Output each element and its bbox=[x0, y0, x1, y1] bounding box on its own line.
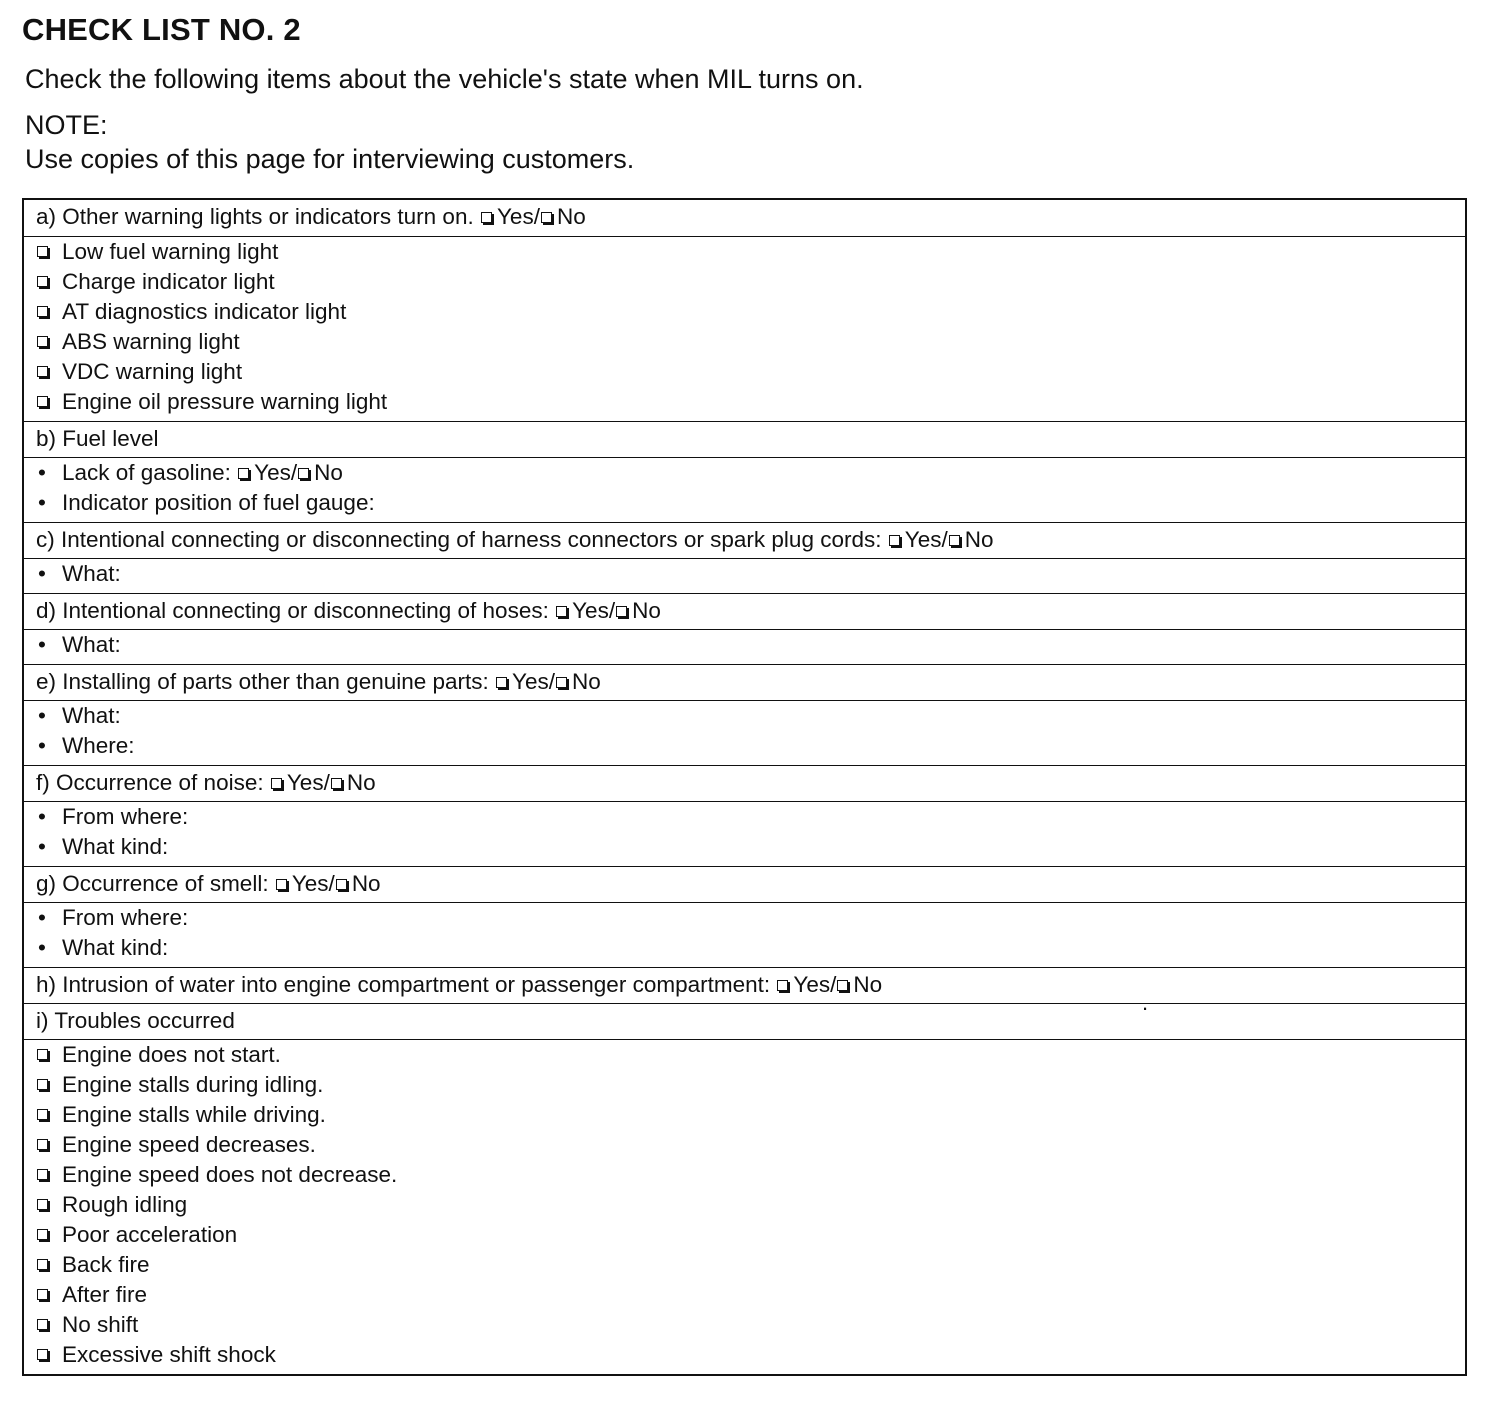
section-e-question: e) Installing of parts other than genuine parts: bbox=[36, 669, 489, 694]
option-item bbox=[36, 1040, 1465, 1070]
option-label: Poor acceleration bbox=[62, 1222, 238, 1247]
section-i-question-row bbox=[24, 1003, 1465, 1039]
option-item bbox=[36, 1280, 1465, 1310]
section-d-question-row bbox=[24, 593, 1465, 629]
from-where-label: From where: bbox=[62, 905, 189, 930]
option-item bbox=[36, 1160, 1465, 1190]
option-checkbox[interactable] bbox=[37, 306, 48, 317]
section-c-question-row bbox=[24, 522, 1465, 558]
section-g-question-row bbox=[24, 866, 1465, 902]
yes-label: Yes/ bbox=[496, 204, 540, 229]
yes-checkbox[interactable] bbox=[238, 468, 249, 479]
option-label: Charge indicator light bbox=[62, 269, 275, 294]
section-g-details bbox=[24, 902, 1465, 967]
what-label: What: bbox=[62, 561, 121, 586]
option-item bbox=[36, 357, 1465, 387]
option-label: Engine stalls during idling. bbox=[62, 1072, 324, 1097]
option-label: Engine speed does not decrease. bbox=[62, 1162, 398, 1187]
option-item bbox=[36, 1190, 1465, 1220]
option-item bbox=[36, 1250, 1465, 1280]
checklist-table bbox=[22, 198, 1467, 1376]
option-checkbox[interactable] bbox=[37, 1169, 48, 1180]
option-checkbox[interactable] bbox=[37, 396, 48, 407]
no-checkbox[interactable] bbox=[541, 212, 552, 223]
section-f-question: f) Occurrence of noise: bbox=[36, 770, 264, 795]
option-item bbox=[36, 1340, 1465, 1370]
yes-label: Yes/ bbox=[572, 598, 616, 623]
bullet-icon: • bbox=[38, 490, 46, 515]
detail-item bbox=[36, 903, 1465, 933]
option-checkbox[interactable] bbox=[37, 1319, 48, 1330]
section-d-details bbox=[24, 629, 1465, 664]
yes-checkbox[interactable] bbox=[481, 212, 492, 223]
option-checkbox[interactable] bbox=[37, 1259, 48, 1270]
option-label: Engine oil pressure warning light bbox=[62, 389, 388, 414]
from-where-label: From where: bbox=[62, 804, 189, 829]
section-a-question-row bbox=[24, 200, 1465, 236]
option-item bbox=[36, 1310, 1465, 1340]
yes-checkbox[interactable] bbox=[777, 980, 788, 991]
option-checkbox[interactable] bbox=[37, 1349, 48, 1360]
option-label: Low fuel warning light bbox=[62, 239, 279, 264]
detail-item bbox=[36, 559, 1465, 589]
detail-item bbox=[36, 488, 1465, 518]
detail-item bbox=[36, 701, 1465, 731]
section-c-question: c) Intentional connecting or disconnecting of harness connectors or spark plug cords: bbox=[36, 527, 882, 552]
option-item bbox=[36, 1220, 1465, 1250]
option-label: VDC warning light bbox=[62, 359, 243, 384]
option-checkbox[interactable] bbox=[37, 276, 48, 287]
bullet-icon: • bbox=[38, 935, 46, 960]
detail-item bbox=[36, 458, 1465, 488]
option-item bbox=[36, 327, 1465, 357]
yes-checkbox[interactable] bbox=[889, 535, 900, 546]
no-checkbox[interactable] bbox=[616, 606, 627, 617]
section-f-question-row bbox=[24, 765, 1465, 801]
section-a-question: a) Other warning lights or indicators turn on. bbox=[36, 204, 474, 229]
section-i-options bbox=[24, 1039, 1465, 1374]
option-item bbox=[36, 1130, 1465, 1160]
option-checkbox[interactable] bbox=[37, 366, 48, 377]
section-a-options bbox=[24, 236, 1465, 421]
yes-checkbox[interactable] bbox=[276, 879, 287, 890]
option-checkbox[interactable] bbox=[37, 1199, 48, 1210]
yes-label: Yes/ bbox=[286, 770, 330, 795]
option-label: No shift bbox=[62, 1312, 139, 1337]
option-label: Excessive shift shock bbox=[62, 1342, 276, 1367]
option-label: Engine does not start. bbox=[62, 1042, 281, 1067]
bullet-icon: • bbox=[38, 804, 46, 829]
yes-checkbox[interactable] bbox=[556, 606, 567, 617]
fuel-gauge-position-label: Indicator position of fuel gauge: bbox=[62, 490, 375, 515]
detail-item bbox=[36, 933, 1465, 963]
option-checkbox[interactable] bbox=[37, 1079, 48, 1090]
option-label: Engine speed decreases. bbox=[62, 1132, 316, 1157]
option-item bbox=[36, 1100, 1465, 1130]
section-b-question-row bbox=[24, 421, 1465, 457]
detail-item bbox=[36, 630, 1465, 660]
section-h-question: h) Intrusion of water into engine compartment or passenger compartment: bbox=[36, 972, 771, 997]
option-item bbox=[36, 297, 1465, 327]
section-e-details bbox=[24, 700, 1465, 765]
section-e-question-row bbox=[24, 664, 1465, 700]
no-label: No bbox=[556, 204, 586, 229]
detail-item bbox=[36, 731, 1465, 761]
bullet-icon: • bbox=[38, 733, 46, 758]
bullet-icon: • bbox=[38, 561, 46, 586]
no-label: No bbox=[853, 972, 883, 997]
section-b-details bbox=[24, 457, 1465, 522]
option-checkbox[interactable] bbox=[37, 1139, 48, 1150]
yes-label: Yes/ bbox=[291, 871, 335, 896]
no-label: No bbox=[346, 770, 376, 795]
option-item bbox=[36, 267, 1465, 297]
option-checkbox[interactable] bbox=[37, 336, 48, 347]
no-label: No bbox=[572, 669, 601, 694]
option-label: ABS warning light bbox=[62, 329, 240, 354]
option-label: After fire bbox=[62, 1282, 148, 1307]
section-h-question-row bbox=[24, 967, 1465, 1003]
option-checkbox[interactable] bbox=[37, 1109, 48, 1120]
detail-item bbox=[36, 802, 1465, 832]
intro-text: Check the following items about the vehicle's state when MIL turns on. bbox=[25, 64, 864, 94]
section-b-question: b) Fuel level bbox=[36, 426, 159, 451]
page-title: CHECK LIST NO. 2 bbox=[22, 12, 301, 47]
option-label: AT diagnostics indicator light bbox=[62, 299, 347, 324]
no-label: No bbox=[314, 460, 343, 485]
option-item bbox=[36, 1070, 1465, 1100]
what-label: What: bbox=[62, 703, 121, 728]
bullet-icon: • bbox=[38, 834, 46, 859]
option-item bbox=[36, 387, 1465, 417]
bullet-icon: • bbox=[38, 905, 46, 930]
bullet-icon: • bbox=[38, 632, 46, 657]
option-checkbox[interactable] bbox=[37, 1289, 48, 1300]
note-label: NOTE: bbox=[25, 110, 108, 140]
yes-label: Yes/ bbox=[254, 460, 298, 485]
yes-label: Yes/ bbox=[904, 527, 948, 552]
what-label: What: bbox=[62, 632, 121, 657]
yes-label: Yes/ bbox=[512, 669, 556, 694]
no-label: No bbox=[351, 871, 381, 896]
bullet-icon: • bbox=[38, 703, 46, 728]
no-label: No bbox=[964, 527, 994, 552]
bullet-icon: • bbox=[38, 460, 46, 485]
lack-of-gasoline-label: Lack of gasoline: bbox=[62, 460, 231, 485]
yes-checkbox[interactable] bbox=[271, 778, 282, 789]
section-c-details bbox=[24, 558, 1465, 593]
no-checkbox[interactable] bbox=[336, 879, 347, 890]
option-label: Back fire bbox=[62, 1252, 150, 1277]
no-checkbox[interactable] bbox=[556, 677, 567, 688]
section-d-question: d) Intentional connecting or disconnecting of hoses: bbox=[36, 598, 549, 623]
option-item bbox=[36, 237, 1465, 267]
section-i-question: i) Troubles occurred bbox=[36, 1008, 235, 1033]
what-kind-label: What kind: bbox=[62, 834, 169, 859]
yes-checkbox[interactable] bbox=[496, 677, 507, 688]
note-text: Use copies of this page for interviewing customers. bbox=[25, 144, 635, 174]
no-checkbox[interactable] bbox=[298, 468, 309, 479]
option-label: Engine stalls while driving. bbox=[62, 1102, 326, 1127]
option-checkbox[interactable] bbox=[37, 1049, 48, 1060]
section-f-details bbox=[24, 801, 1465, 866]
what-kind-label: What kind: bbox=[62, 935, 169, 960]
stray-mark: . bbox=[1142, 990, 1149, 1015]
no-checkbox[interactable] bbox=[949, 535, 960, 546]
yes-label: Yes/ bbox=[793, 972, 837, 997]
option-label: Rough idling bbox=[62, 1192, 188, 1217]
option-checkbox[interactable] bbox=[37, 246, 48, 257]
option-checkbox[interactable] bbox=[37, 1229, 48, 1240]
no-checkbox[interactable] bbox=[331, 778, 342, 789]
no-checkbox[interactable] bbox=[837, 980, 848, 991]
detail-item bbox=[36, 832, 1465, 862]
section-g-question: g) Occurrence of smell: bbox=[36, 871, 269, 896]
no-label: No bbox=[632, 598, 661, 623]
where-label: Where: bbox=[62, 733, 135, 758]
